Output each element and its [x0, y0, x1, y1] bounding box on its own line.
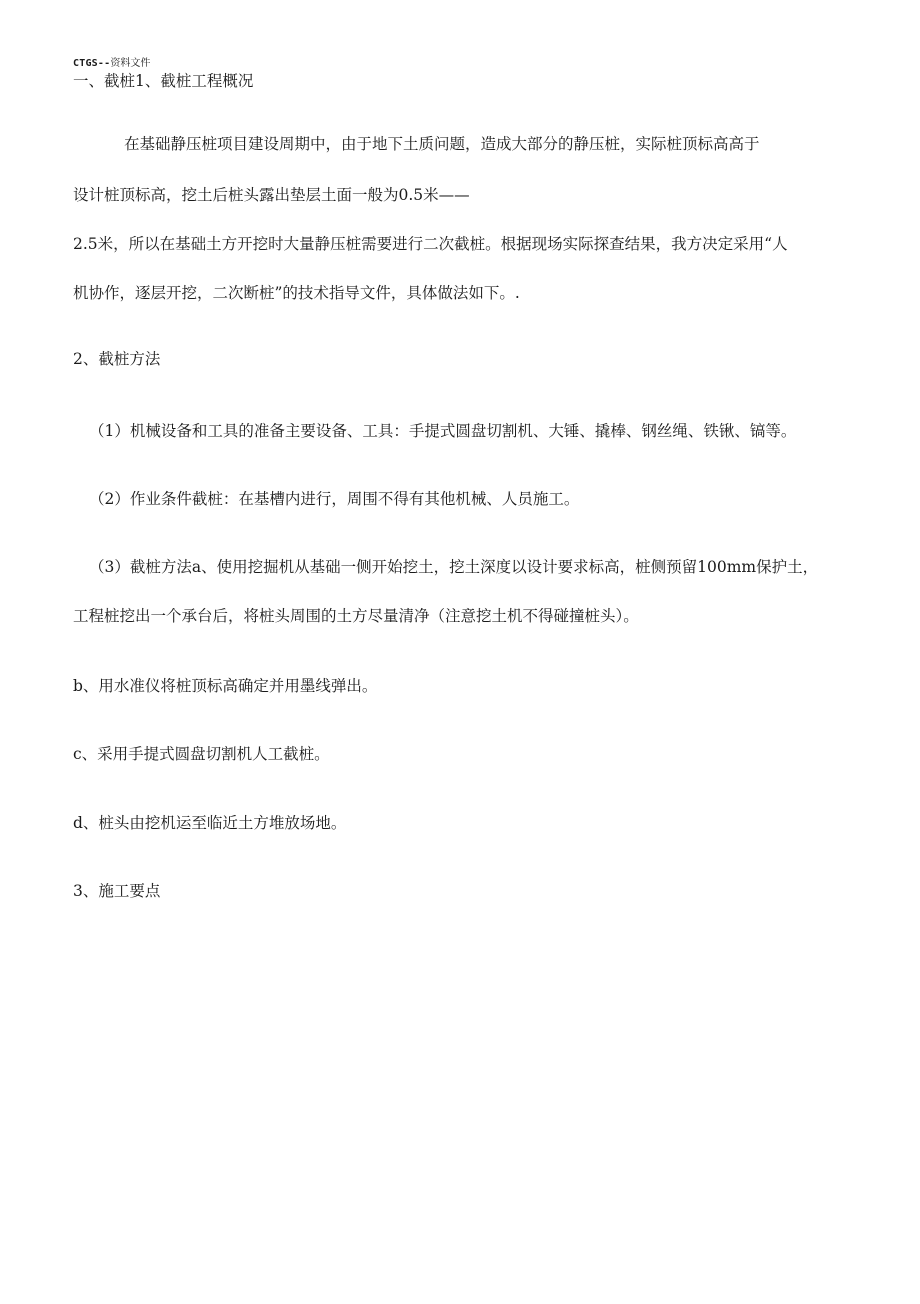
- page-header: [73, 58, 150, 70]
- list-item: （1）机械设备和工具的准备主要设备、工具：手提式圆盘切割机、大锤、撬棒、钢丝绳、铁锹、镐等。: [89, 422, 797, 440]
- list-item: （3）截桩方法a、使用挖掘机从基础一侧开始挖土，挖土深度以设计要求标高，桩侧预留100mm保护土，: [89, 558, 819, 576]
- paragraph-line: 设计桩顶标高，挖土后桩头露出垫层土面一般为0.5米——: [73, 186, 470, 204]
- header-brand: CTGS--: [73, 58, 111, 69]
- document-title: 一、截桩1、截桩工程概况: [73, 72, 254, 90]
- step-item: d、桩头由挖机运至临近土方堆放场地。: [73, 814, 347, 832]
- step-item: c、采用手提式圆盘切割机人工截桩。: [73, 745, 330, 763]
- list-item-continuation: 工程桩挖出一个承台后，将桩头周围的土方尽量清净（注意挖土机不得碰撞桩头）。: [73, 607, 639, 625]
- section-heading: 2、截桩方法: [73, 350, 161, 368]
- paragraph-line: 在基础静压桩项目建设周期中，由于地下土质问题，造成大部分的静压桩，实际桩顶标高高于: [124, 135, 760, 153]
- step-item: b、用水准仪将桩顶标高确定并用墨线弹出。: [73, 677, 378, 695]
- header-tag: 资料文件: [110, 58, 151, 69]
- paragraph-line: 机协作，逐层开挖，二次断桩”的技术指导文件，具体做法如下。.: [73, 284, 520, 302]
- list-item: （2）作业条件截桩：在基槽内进行，周围不得有其他机械、人员施工。: [89, 490, 580, 508]
- section-heading: 3、施工要点: [73, 882, 161, 900]
- paragraph-line: 2.5米，所以在基础土方开挖时大量静压桩需要进行二次截桩。根据现场实际探查结果，我方决定采用“人: [73, 235, 788, 253]
